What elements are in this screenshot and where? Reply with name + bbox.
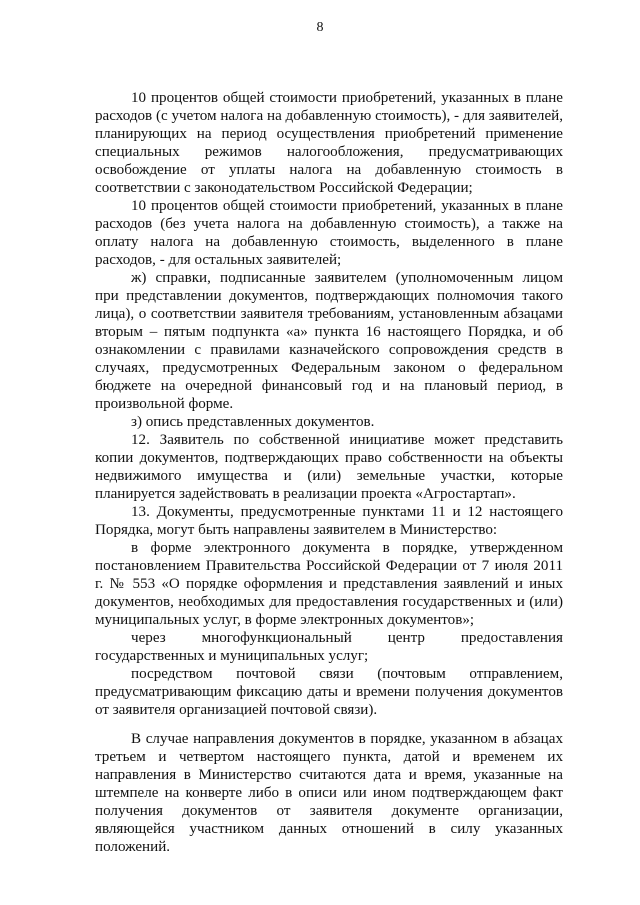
paragraph-clause-13: 13. Документы, предусмотренные пунктами 11 и 12 настоящего Порядка, могут быть направлены заявителем в Министерство: (95, 504, 563, 538)
paragraph-clause-12: 12. Заявитель по собственной инициативе может представить копии документов, подтверждающих право собственности на объекты недвижимого имущества и (или) земельные участки, которые планируется задействовать в реализации проекта «Агростартап». (95, 432, 563, 502)
document-body (95, 89, 563, 856)
paragraph-vat-other-applicants: 10 процентов общей стоимости приобретений, указанных в плане расходов (без учета налога на добавленную стоимость), а также на оплату налога на добавленную стоимость, выделенного в плане расходов, - для остальных заявителей; (95, 198, 563, 268)
paragraph-item-z-inventory: з) опись представленных документов. (131, 414, 375, 430)
paragraph-postal: посредством почтовой связи (почтовым отправлением, предусматривающим фиксацию даты и времени получения документов от заявителя организацией почтовой связи). (95, 666, 563, 718)
paragraph-electronic-form: в форме электронного документа в порядке, утвержденном постановлением Правительства Российской Федерации от 7 июля 2011 г. № 553 «О порядке оформления и представления заявлений и иных документов, необходимых для предоставления государственных и (или) муниципальных услуг, в форме электронных документов»; (95, 540, 563, 628)
paragraph-item-zh-certificates: ж) справки, подписанные заявителем (уполномоченным лицом при представлении документов, подтверждающих полномочия такого лица), о соответствии заявителя требованиям, установленным абзацами вторым – пятым подпункта «а» пункта 16 настоящего Порядка, и об ознакомлении с правилами казначейского сопровождения средств в случаях, предусмотренных Федеральным законом о федеральном бюджете на очередной финансовый год и на плановый период, в произвольной форме. (95, 270, 563, 412)
page-number: 8 (316, 20, 324, 35)
paragraph-dispatch-date: В случае направления документов в порядке, указанном в абзацах третьем и четвертом настоящего пункта, датой и временем их направления в Министерство считаются дата и время, указанные на штемпеле на конверте либо в описи или ином подтверждающем факт получения документов от заявителя документе организации, являющейся участником данных отношений в силу указанных положений. (95, 731, 563, 855)
paragraph-vat-special-regimes: 10 процентов общей стоимости приобретений, указанных в плане расходов (с учетом налога на добавленную стоимость), - для заявителей, планирующих на период осуществления приобретений применение специальных режимов налогообложения, предусматривающих освобождение от уплаты налога на добавленную стоимость в соответствии с законодательством Российской Федерации; (95, 90, 563, 196)
paragraph-mfc: через многофункциональный центр предоставления государственных и муниципальных услуг; (95, 630, 563, 664)
